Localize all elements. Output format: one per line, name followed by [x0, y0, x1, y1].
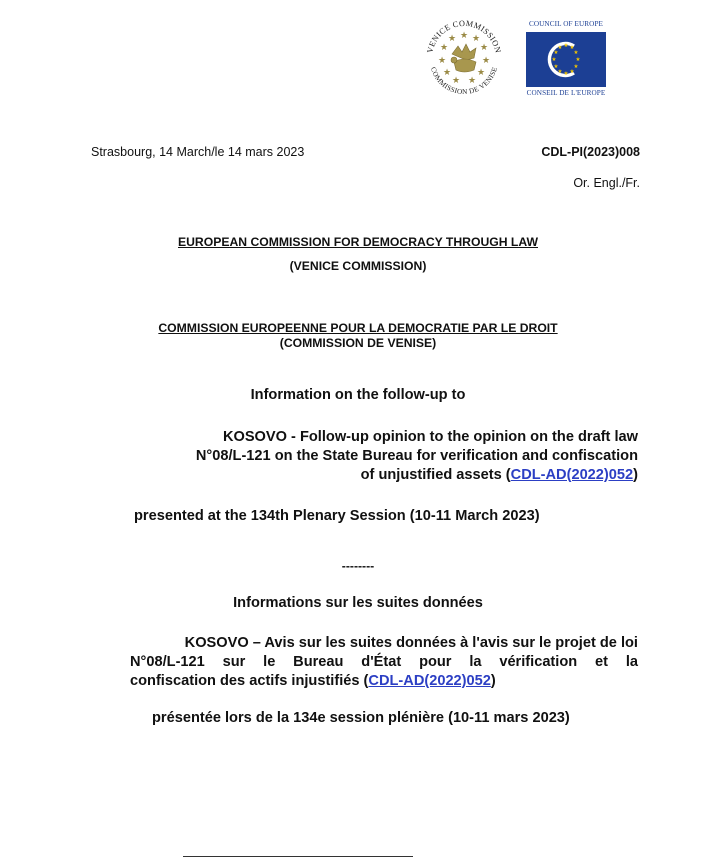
org-short-fr: (COMMISSION DE VENISE)	[279, 336, 437, 350]
svg-text:★: ★	[569, 69, 575, 75]
winged-lion-icon	[451, 44, 476, 72]
svg-text:★: ★	[481, 56, 491, 66]
coe-logo-top-text: COUNCIL OF EUROPE	[528, 20, 604, 28]
svg-text:★: ★	[575, 57, 581, 63]
org-short-en: (VENICE COMMISSION)	[289, 259, 427, 273]
svg-text:★: ★	[563, 71, 569, 77]
council-of-europe-logo	[521, 20, 611, 100]
opinion-title-en	[150, 428, 638, 485]
svg-text:★: ★	[573, 64, 579, 70]
venice-logo-bottom-text: COMMISSION DE VENISE	[428, 66, 500, 97]
star-ring-icon	[418, 8, 510, 108]
svg-text:★: ★	[476, 68, 486, 78]
venice-logo-top-text: VENICE COMMISSION	[425, 18, 503, 54]
title-en-line-3: of unjustified assets (CDL-AD(2022)052)	[360, 467, 638, 483]
cdl-ad-link-en[interactable]: CDL-AD(2022)052	[510, 467, 634, 483]
coe-logo-bottom-text: CONSEIL DE L'EUROPE	[526, 89, 606, 97]
svg-text:★: ★	[437, 56, 447, 66]
opinion-title-fr	[130, 634, 638, 691]
separator: --------	[341, 559, 375, 573]
title-en-line-2: N°08/L-121 on the State Bureau for verification and confiscation	[195, 448, 638, 464]
svg-text:★: ★	[442, 68, 452, 78]
org-name-fr: COMMISSION EUROPEENNE POUR LA DEMOCRATIE PAR LE DROIT	[158, 321, 558, 335]
svg-text:★: ★	[553, 50, 559, 56]
title-fr-line-3: confiscation des actifs injustifiés (CDL-AD(2022)052)	[130, 673, 496, 689]
svg-text:★: ★	[467, 76, 477, 86]
svg-text:★: ★	[557, 69, 563, 75]
heading-en: Information on the follow-up to	[250, 387, 466, 403]
presented-fr: présentée lors de la 134e session plénière (10-11 mars 2023)	[152, 710, 570, 726]
place-date: Strasbourg, 14 March/le 14 mars 2023	[91, 145, 305, 159]
title-en-line-1: KOSOVO - Follow-up opinion to the opinion on the draft law	[222, 429, 638, 445]
svg-text:★: ★	[471, 34, 481, 44]
svg-text:★: ★	[447, 34, 457, 44]
venice-commission-logo	[418, 8, 510, 108]
svg-text:★: ★	[439, 43, 449, 53]
cdl-ad-link-fr[interactable]: CDL-AD(2022)052	[368, 673, 491, 689]
svg-text:★: ★	[573, 50, 579, 56]
heading-fr: Informations sur les suites données	[233, 595, 483, 611]
document-reference: CDL-PI(2023)008	[541, 145, 640, 159]
original-language: Or. Engl./Fr.	[573, 176, 640, 190]
svg-text:★: ★	[557, 45, 563, 51]
coe-stars-icon	[526, 32, 606, 87]
svg-text:★: ★	[569, 45, 575, 51]
svg-text:★: ★	[563, 43, 569, 49]
presented-en: presented at the 134th Plenary Session (10-11 March 2023)	[134, 508, 540, 524]
footer-rule	[183, 856, 413, 857]
svg-text:★: ★	[451, 76, 461, 86]
svg-text:★: ★	[479, 43, 489, 53]
svg-text:★: ★	[553, 64, 559, 70]
svg-text:★: ★	[551, 57, 557, 63]
title-fr-line-2: N°08/L-121 sur le Bureau d'État pour la vérification et la	[130, 654, 638, 670]
svg-text:★: ★	[459, 31, 469, 41]
org-name-en: EUROPEAN COMMISSION FOR DEMOCRACY THROUGH LAW	[178, 235, 538, 249]
title-fr-line-1: KOSOVO – Avis sur les suites données à l'avis sur le projet de loi	[184, 635, 638, 651]
